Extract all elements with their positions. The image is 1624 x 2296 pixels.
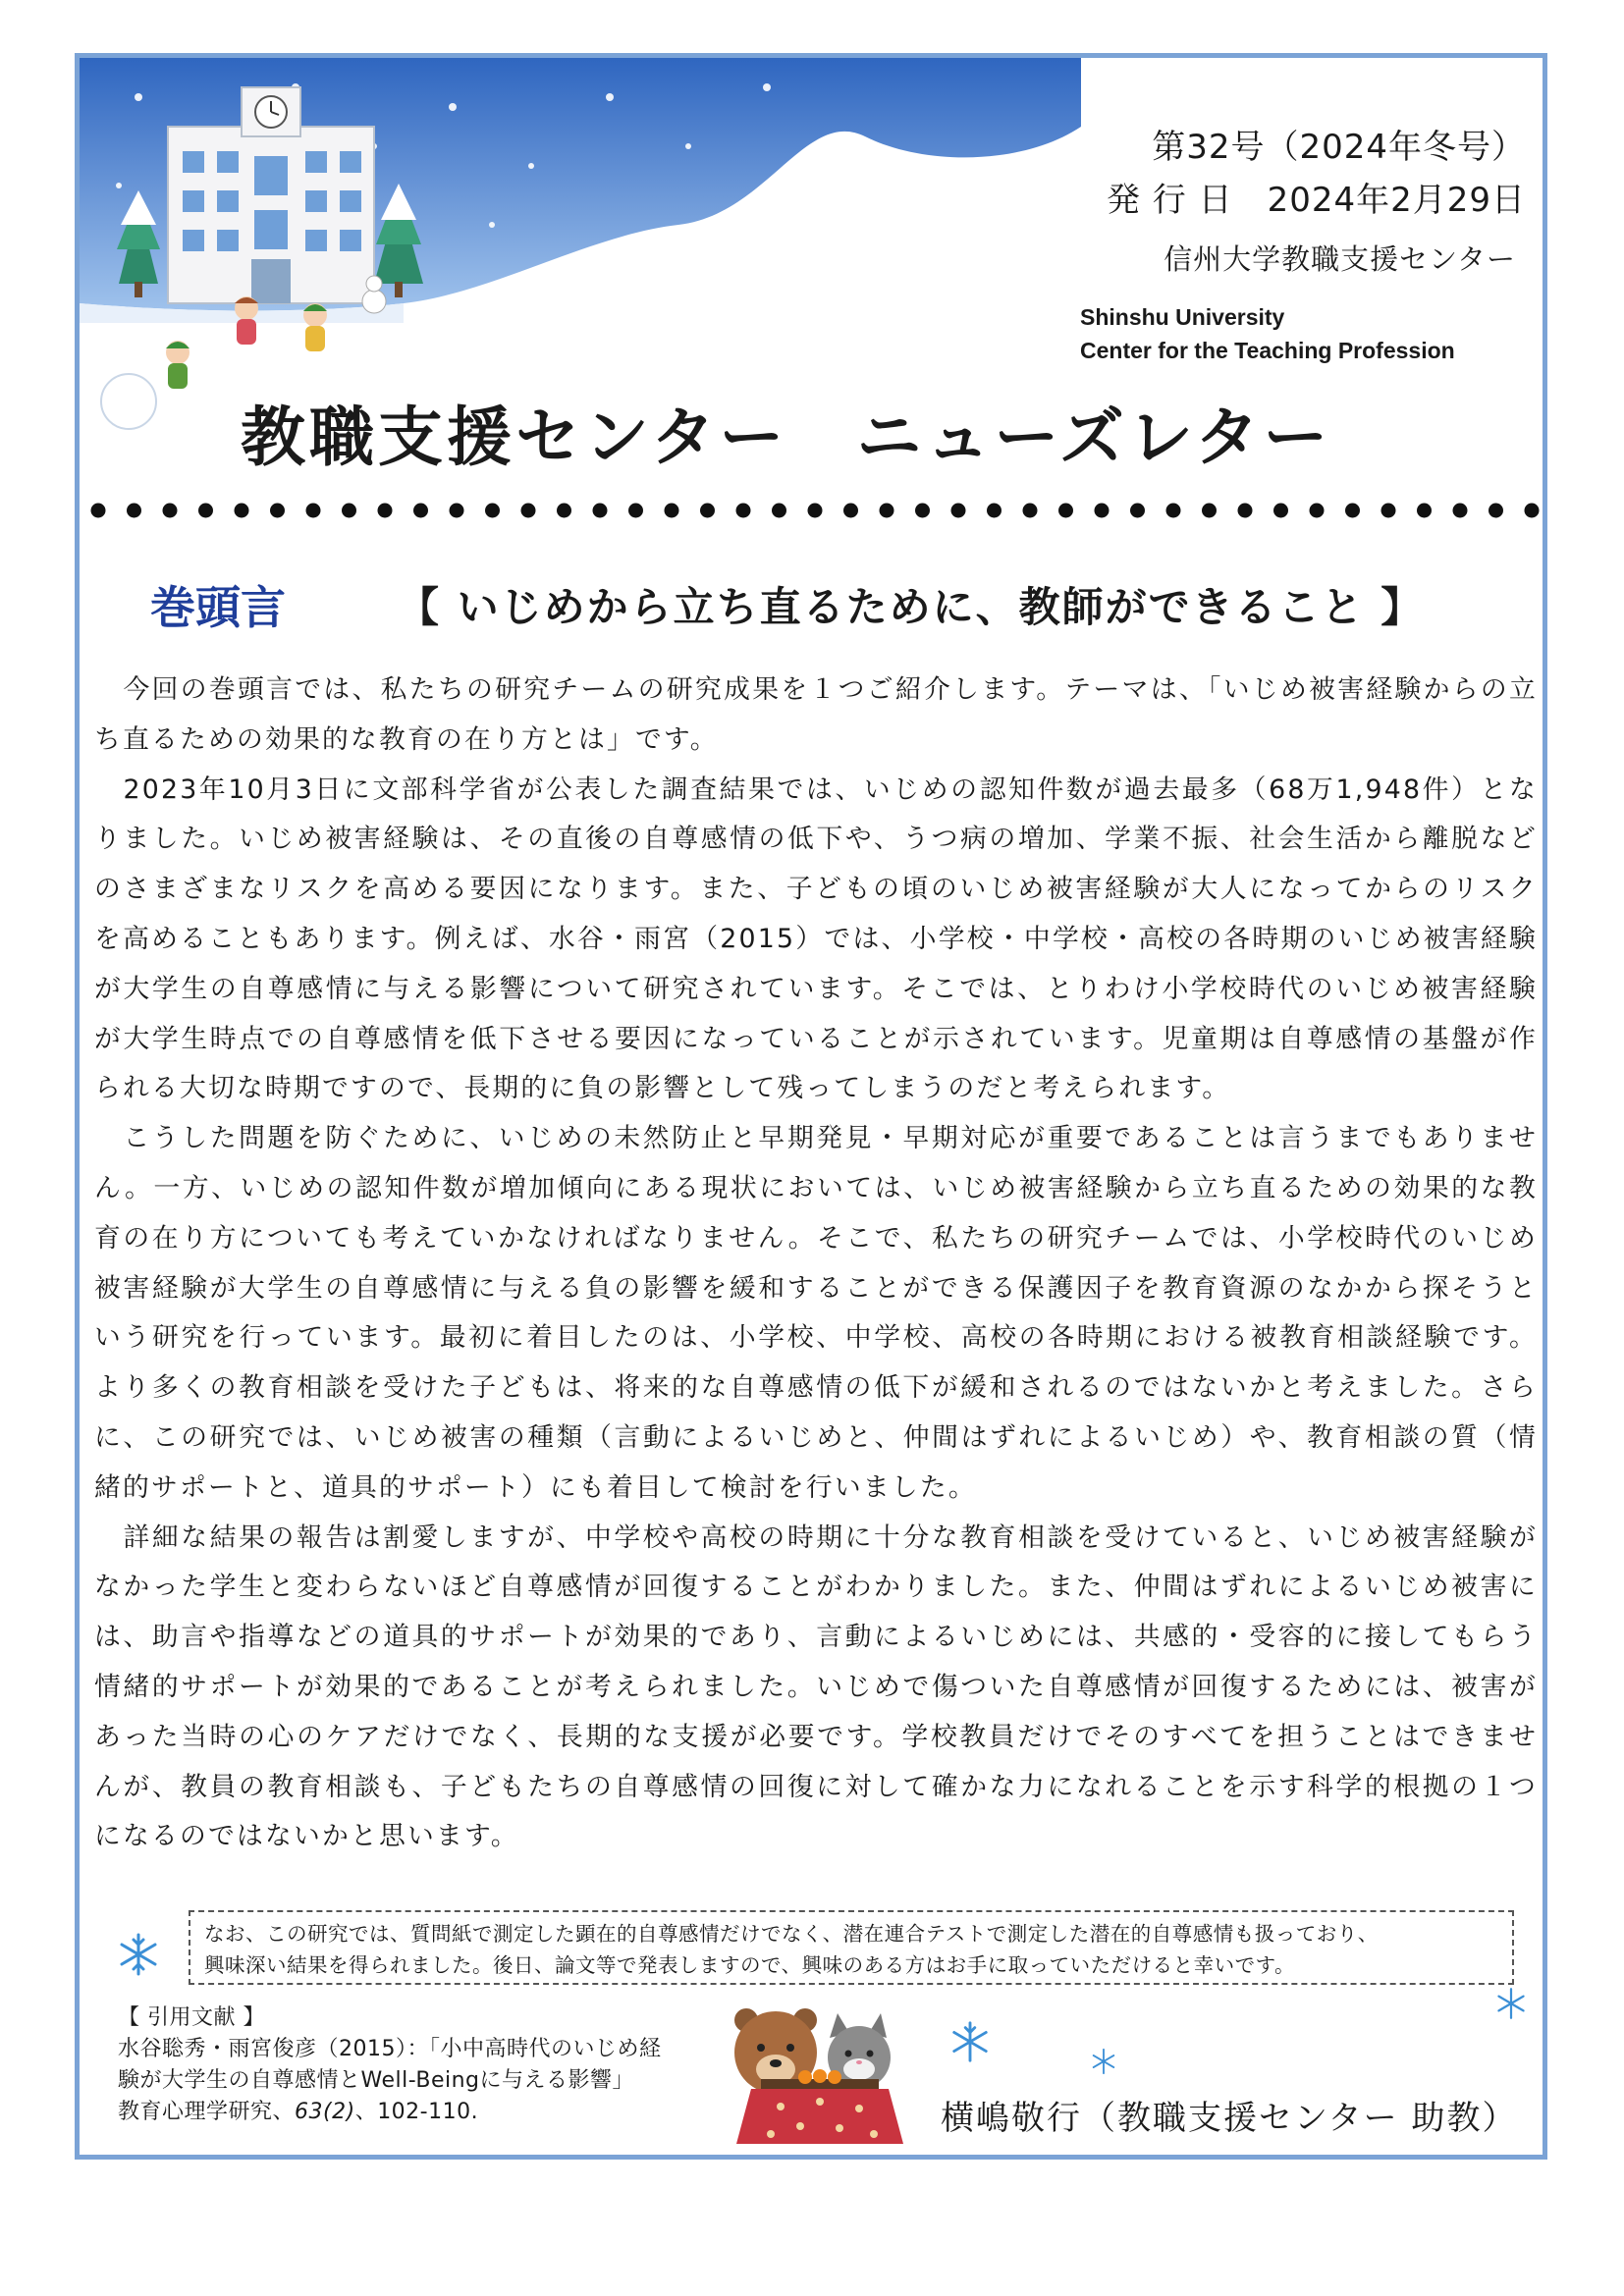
divider-dot: [843, 504, 858, 518]
divider-dot: [163, 504, 178, 518]
divider-dot: [1489, 504, 1503, 518]
divider-dot: [665, 504, 679, 518]
divider-dot: [485, 504, 500, 518]
paragraph-3: こうした問題を防ぐために、いじめの未然防止と早期発見・早期対応が重要であることは言うまでもありません。一方、いじめの認知件数が増加傾向にある現状においては、いじめ被害経験から立ち直るための効果的な教育の在り方についても考えていかなければなりません。そこで、私たちの研究チームでは、小学校時代のいじめ被害経験が大学生の自尊感情に与える負の影響を緩和することができる保護因子を教育資源のなかから探そうという研究を行っています。最初に着目したのは、小学校、中学校、高校の各時期における被教育相談経験です。より多くの教育相談を受けた子どもは、将来的な自尊感情の低下が緩和されるのではないかと考えました。さらに、この研究では、いじめ被害の種類（言動によるいじめと、仲間はずれによるいじめ）や、教育相談の質（情緒的サポートと、道具的サポート）にも着目して検討を行いました。: [94, 1123, 1538, 1503]
paragraph-4: 詳細な結果の報告は割愛しますが、中学校や高校の時期に十分な教育相談を受けていると、いじめ被害経験がなかった学生と変わらないほど自尊感情が回復することがわかりました。また、仲間はずれによるいじめ被害には、助言や指導などの道具的サポートが効果的であり、言動によるいじめには、共感的・受容的に接してもらう情緒的サポートが効果的であることが考えられました。いじめで傷ついた自尊感情が回復するためには、被害があった当時の心のケアだけでなく、長期的な支援が必要です。学校教員だけでそのすべてを担うことはできませんが、教員の教育相談も、子どもたちの自尊感情の回復に対して確かな力になれることを示す科学的根拠の１つになるのではないかと思います。: [94, 1522, 1538, 1852]
research-note-box: [189, 1910, 1514, 1985]
divider-dot: [915, 504, 930, 518]
divider-dot: [521, 504, 536, 518]
reference-line-3: [118, 2097, 662, 2128]
dotted-divider: [88, 499, 1542, 522]
section-label: 巻頭言: [150, 581, 286, 634]
divider-dot: [1453, 504, 1468, 518]
divider-dot: [808, 504, 823, 518]
divider-dot: [557, 504, 571, 518]
divider-dot: [1095, 504, 1110, 518]
divider-dot: [1310, 504, 1325, 518]
divider-dot: [378, 504, 393, 518]
article-body: [94, 666, 1538, 1862]
divider-dot: [880, 504, 894, 518]
snowflake-icon: [116, 1932, 161, 1977]
author-name: 横嶋敬行（教職支援センター 助教）: [941, 2099, 1518, 2138]
snowflake-icon: [948, 2020, 992, 2063]
reference-line-2: 験が大学生の自尊感情とWell-Beingに与える影響」: [118, 2068, 635, 2093]
divider-dot: [700, 504, 715, 518]
divider-dot: [736, 504, 751, 518]
issue-number: 第32号（2024年冬号）: [1152, 128, 1526, 167]
divider-dot: [127, 504, 141, 518]
newsletter-title: 教職支援センター ニューズレター: [241, 400, 1332, 475]
divider-dot: [413, 504, 428, 518]
divider-dot: [1273, 504, 1288, 518]
divider-dot: [1202, 504, 1217, 518]
section-title: 【 いじめから立ち直るために、教師ができること 】: [398, 583, 1425, 631]
divider-dot: [1058, 504, 1073, 518]
divider-dot: [450, 504, 464, 518]
organization-name-en: [1080, 300, 1455, 367]
divider-dot: [593, 504, 608, 518]
divider-dot: [91, 504, 106, 518]
reference-line-1: 水谷聡秀・雨宮俊彦（2015）：「小中高時代のいじめ経: [118, 2037, 662, 2061]
organization-en-line1: Shinshu University: [1080, 304, 1285, 330]
snowflake-icon: [1494, 1987, 1528, 2020]
divider-dot: [1023, 504, 1038, 518]
divider-dot: [1525, 504, 1540, 518]
divider-dot: [1381, 504, 1396, 518]
divider-dot: [1238, 504, 1253, 518]
organization-en-line2: Center for the Teaching Profession: [1080, 338, 1455, 363]
note-line-1: なお、この研究では、質問紙で測定した顕在的自尊感情だけでなく、潜在連合テストで測定した潜在的自尊感情も扱っており、: [204, 1922, 1379, 1946]
reference-pages: 、102-110.: [354, 2100, 479, 2124]
divider-dot: [987, 504, 1001, 518]
reference-journal: 教育心理学研究、: [118, 2100, 296, 2124]
divider-dot: [628, 504, 643, 518]
bear-cat-kotatsu-illustration: [712, 1999, 918, 2146]
divider-dot: [342, 504, 356, 518]
references-heading: 【 引用文献 】: [118, 2005, 265, 2030]
divider-dot: [270, 504, 285, 518]
note-line-2: 興味深い結果を得られました。後日、論文等で発表しますので、興味のある方はお手に取っていただけると幸いです。: [204, 1953, 1295, 1977]
divider-dot: [951, 504, 966, 518]
paragraph-2: 2023年10月3日に文部科学省が公表した調査結果では、いじめの認知件数が過去最多（68万1,948件）となりました。いじめ被害経験は、その直後の自尊感情の低下や、うつ病の増加、学業不振、社会生活から離脱などのさまざまなリスクを高める要因になります。また、子どもの頃のいじめ被害経験が大人になってからのリスクを高めることもあります。例えば、水谷・雨宮（2015）では、小学校・中学校・高校の各時期のいじめ被害経験が大学生の自尊感情に与える影響について研究されています。そこでは、とりわけ小学校時代のいじめ被害経験が大学生時点での自尊感情を低下させる要因になっていることが示されています。児童期は自尊感情の基盤が作られる大切な時期ですので、長期的に負の影響として残ってしまうのだと考えられます。: [94, 774, 1538, 1104]
references: [118, 2002, 662, 2128]
divider-dot: [1166, 504, 1181, 518]
divider-dot: [1130, 504, 1145, 518]
divider-dot: [198, 504, 213, 518]
divider-dot: [1417, 504, 1432, 518]
divider-dot: [235, 504, 249, 518]
reference-volume: 63(2): [295, 2100, 355, 2124]
divider-dot: [772, 504, 786, 518]
organization-name-ja: 信州大学教職支援センター: [1164, 242, 1516, 276]
divider-dot: [306, 504, 321, 518]
issue-date: 発 行 日 2024年2月29日: [1106, 181, 1526, 220]
divider-dot: [1345, 504, 1360, 518]
snowflake-icon: [1090, 2048, 1117, 2075]
paragraph-1: 今回の巻頭言では、私たちの研究チームの研究成果を１つご紹介します。テーマは、「いじめ被害経験からの立ち直るための効果的な教育の在り方とは」です。: [94, 674, 1538, 755]
